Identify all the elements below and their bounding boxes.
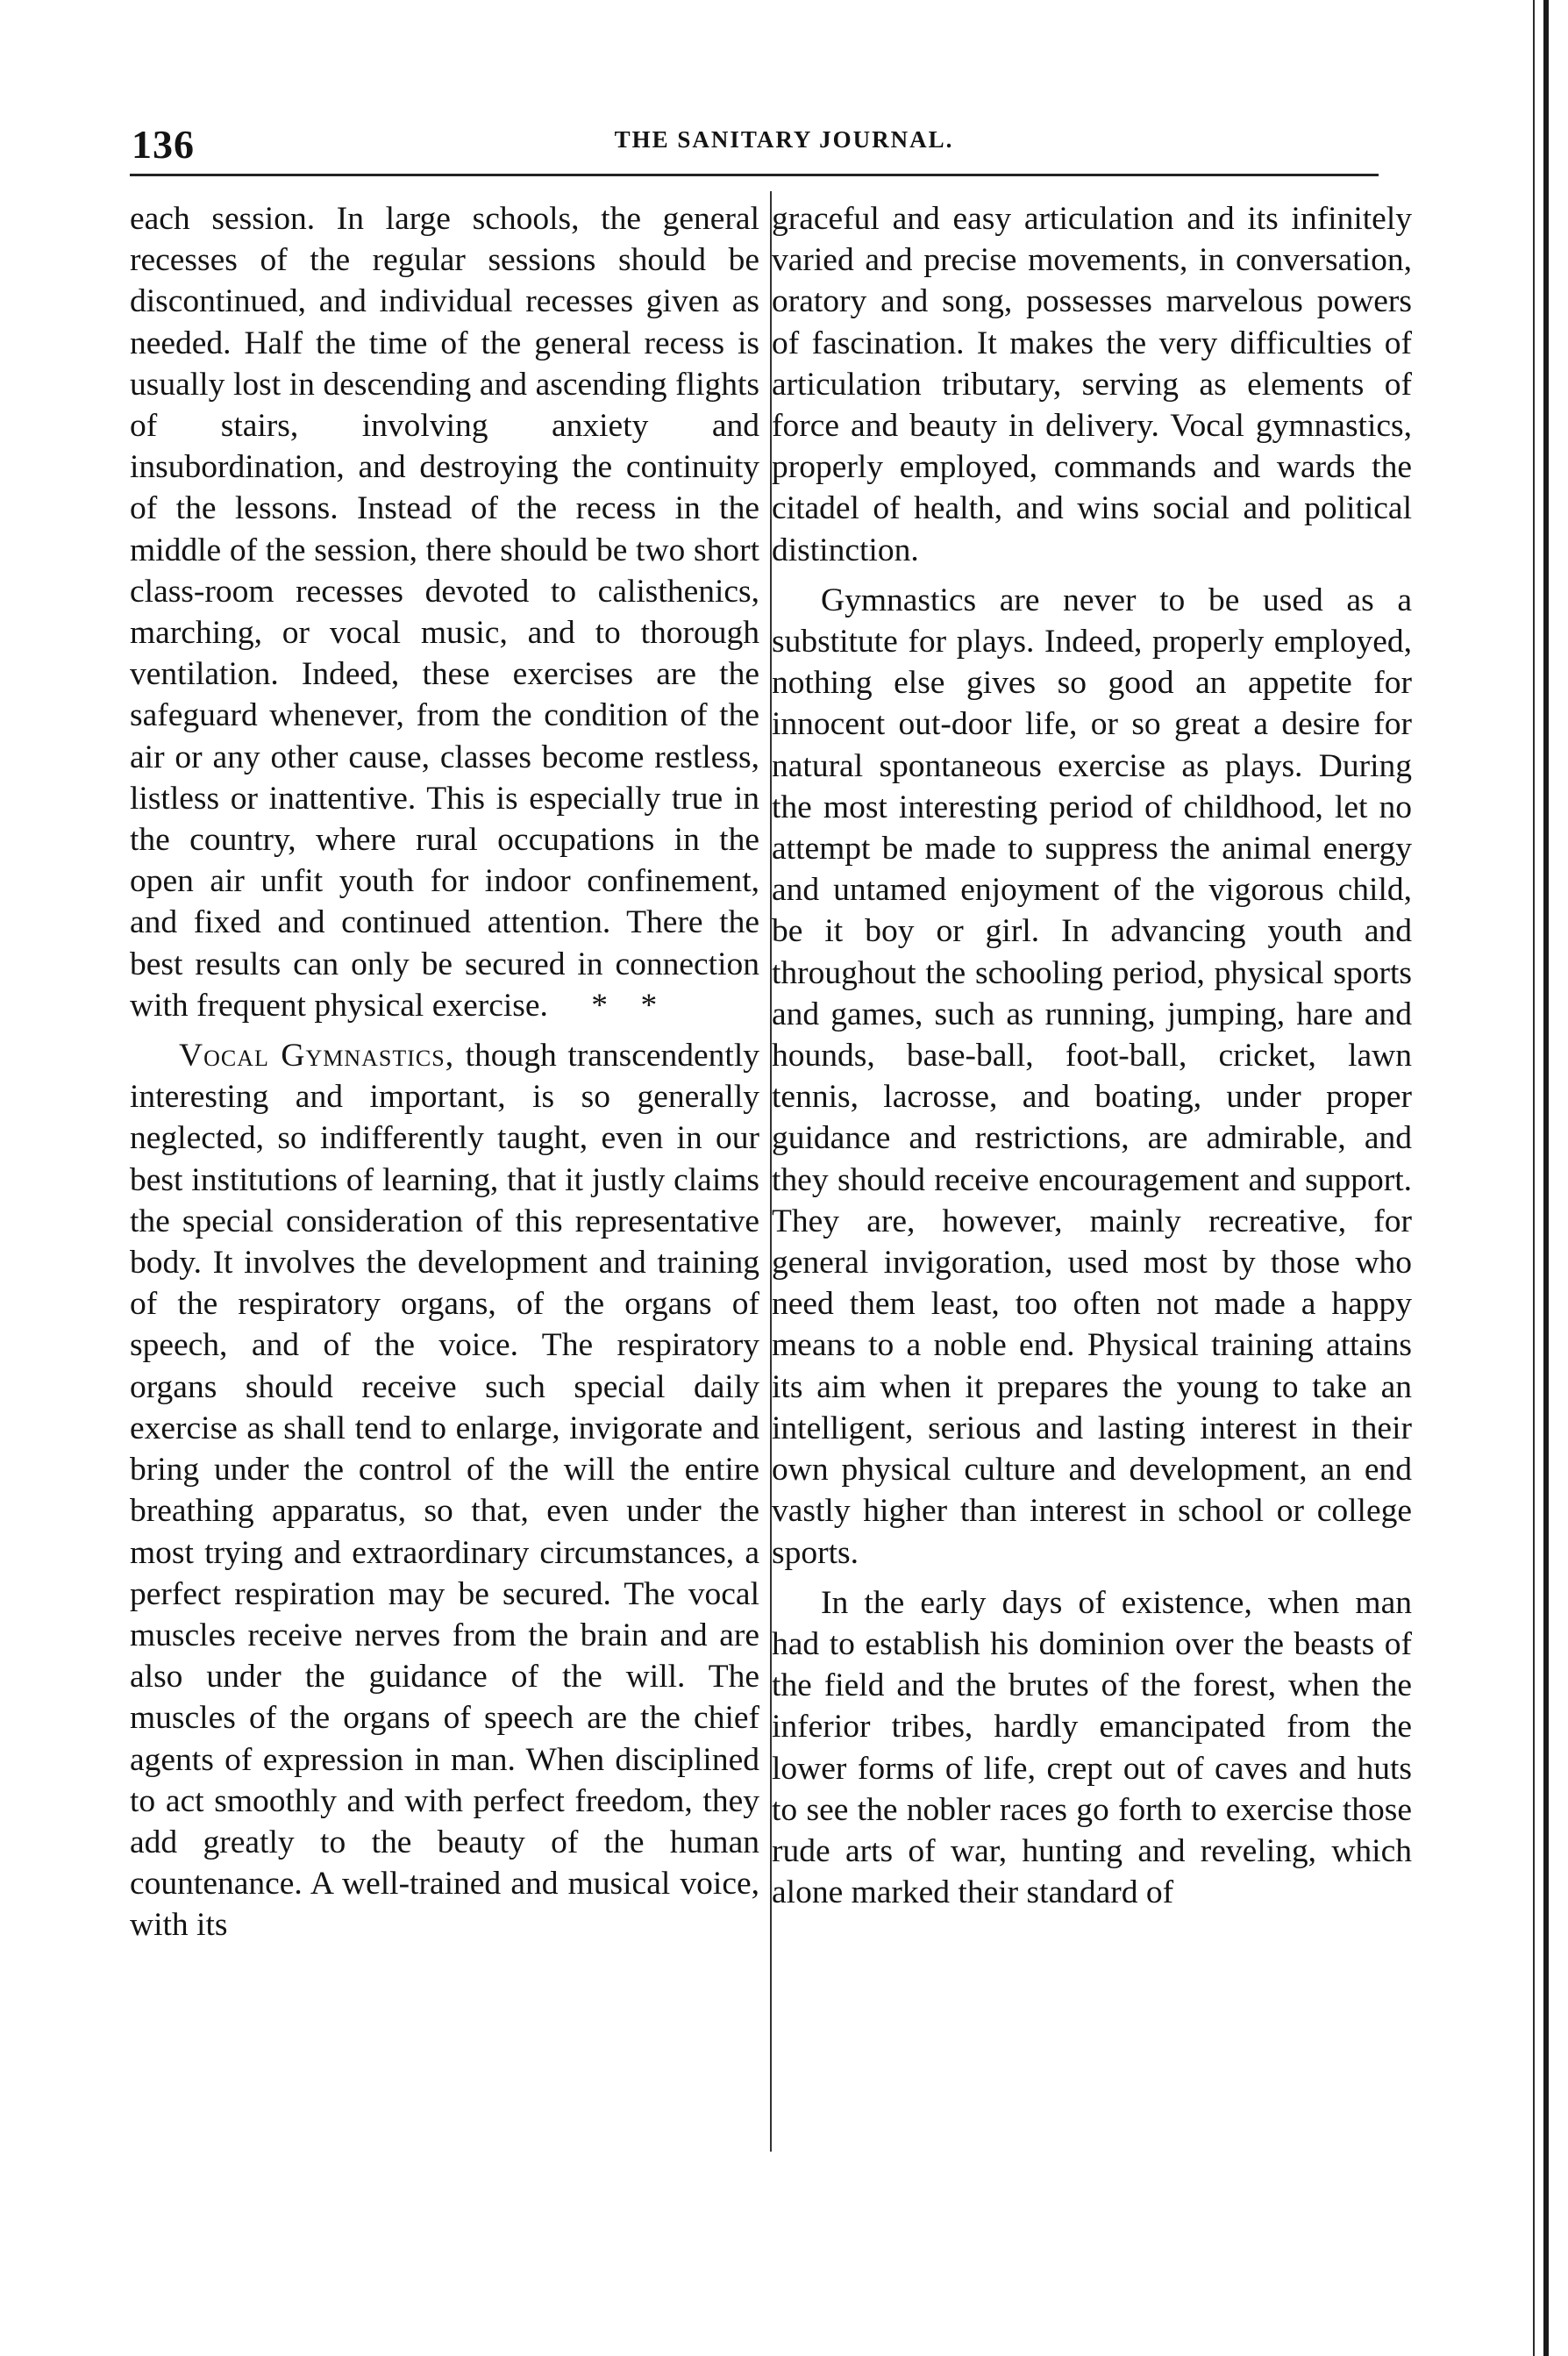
right-column: [772, 198, 1412, 1922]
right-paragraph-3: In the early days of existence, when man had to establish his dominion over the beasts of the field and the brutes of the forest, when the inferior tribes, hardly emancipated from the lower forms of life, crept out of caves and huts to see the nobler races go forth to exercise those rude arts of war, hunting and reveling, which alone marked their standard of: [772, 1584, 1412, 1911]
left-column: [130, 198, 759, 1955]
left-paragraph-1-text: each session. In large schools, the general recesses of the regular sessions should be discontinued, and individual recesses given as needed. Half the time of the general recess is usually lost in descending and ascending flights of stairs, involving anxiety and insubordination, and destroying the continuity of the lessons. Instead of the recess in the middle of the session, there should be two short class-room recesses devoted to calisthenics, marching, or vocal music, and to thorough ventilation. Indeed, these exercises are the safeguard whenever, from the condition of the air or any other cause, classes become restless, listless or inattentive. This is especially true in the country, where rural occupations in the open air unfit youth for indoor confinement, and fixed and continued attention. There the best results can only be secured in connection with frequent physical exercise.: [130, 201, 759, 1024]
page-edge: [1543, 0, 1549, 2356]
left-paragraph-1: [130, 198, 759, 1026]
running-head: THE SANITARY JOURNAL.: [614, 126, 954, 153]
page-number: 136: [132, 122, 195, 167]
left-paragraph-2: [130, 1035, 759, 1945]
header-rule: [130, 174, 1379, 176]
left-paragraph-2-text: though transcendently interesting and important, is so generally neglected, so indifferently taught, even in our best institutions of learning, that it justly claims the special consideration of this representative body. It involves the development and training of the respiratory organs, of the organs of speech, and of the voice. The respiratory organs should receive such special daily exercise as shall tend to enlarge, invigorate and bring under the control of the will the entire breathing apparatus, so that, even under the most trying and extraordinary circumstances, a perfect respiration may be secured. The vocal muscles receive nerves from the brain and are also under the guidance of the will. The muscles of the organs of speech are the chief agents of expression in man. When disciplined to act smoothly and with perfect freedom, they add greatly to the beauty of the human countenance. A well-trained and musical voice, with its: [130, 1038, 759, 1944]
section-break-asterisks: * *: [591, 987, 658, 1024]
right-paragraph-2: Gymnastics are never to be used as a substitute for plays. Indeed, properly employed, nothing else gives so good an appetite for innocent out-door life, or so great a desire for natural spontaneous exercise as plays. During the most interesting period of childhood, let no attempt be made to suppress the animal energy and untamed enjoyment of the vigorous child, be it boy or girl. In advancing youth and throughout the schooling period, physical sports and games, such as running, jumping, hare and hounds, base-ball, foot-ball, cricket, lawn tennis, lacrosse, and boating, under proper guidance and restrictions, are admirable, and they should receive encouragement and support. They are, however, mainly recreative, for general invigoration, used most by those who need them least, too often not made a happy means to a noble end. Physical training attains its aim when it prepares the young to take an intelligent, serious and lasting interest in their own physical culture and development, an end vastly higher than interest in school or college sports.: [772, 582, 1412, 1571]
page-edge-shadow: [1533, 0, 1535, 2356]
right-paragraph-1: graceful and easy articulation and its infinitely varied and precise movements, in conversation, oratory and song, possesses marvelous powers of fascination. It makes the very difficulties of articulation tributary, serving as elements of force and beauty in delivery. Vocal gymnastics, properly employed, commands and wards the citadel of health, and wins social and political distinction.: [772, 201, 1412, 568]
vocal-gymnastics-heading: Vocal Gymnastics,: [179, 1038, 455, 1074]
